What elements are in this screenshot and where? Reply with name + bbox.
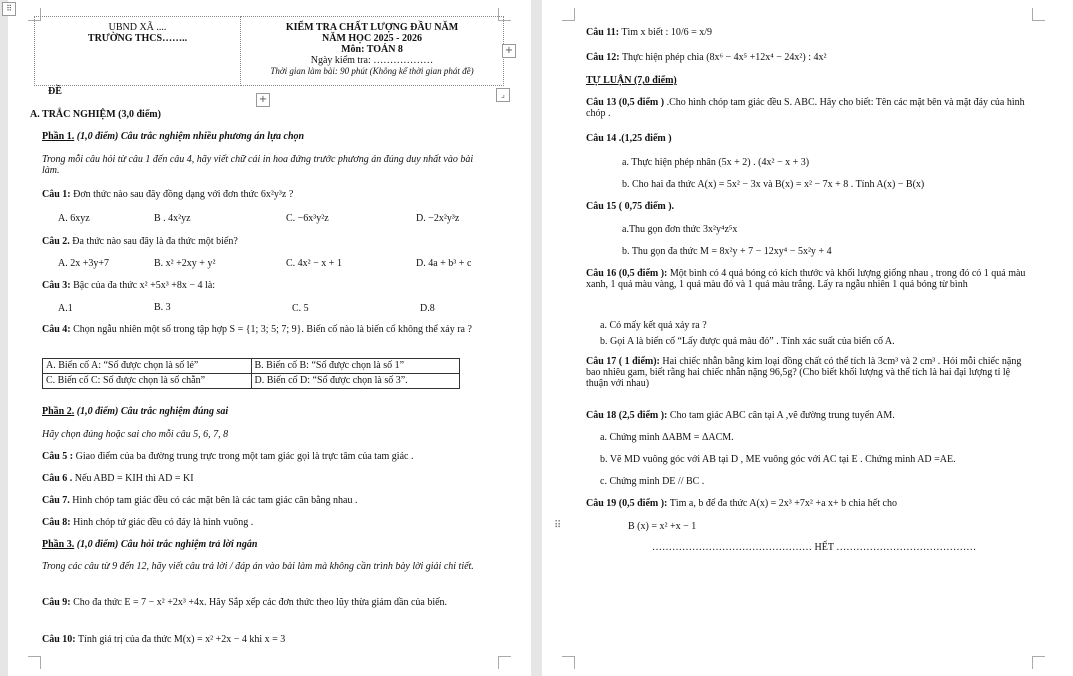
q3-option-c: C. 5 bbox=[292, 303, 309, 314]
duration: Thời gian làm bài: 90 phút (Không kể thời gian phát đề) bbox=[270, 66, 474, 76]
q10-text: Câu 10: Tính giá trị của đa thức M(x) = x² +2x − 4 khi x = 3 bbox=[42, 634, 286, 645]
q2-option-c: C. 4x² − x + 1 bbox=[286, 258, 342, 269]
corner-mark bbox=[562, 656, 575, 669]
header-right-cell bbox=[241, 17, 504, 86]
page-right bbox=[542, 0, 1073, 676]
q18-part-a: a. Chứng minh ΔABM = ΔACM. bbox=[600, 432, 734, 443]
move-handle-icon[interactable]: ⠿ bbox=[2, 2, 16, 16]
exam-header-table bbox=[34, 16, 504, 86]
part1-title: Phần 1. (1,0 điểm) Câu trắc nghiệm nhiều phương án lựa chọn bbox=[42, 131, 305, 142]
corner-mark bbox=[498, 656, 511, 669]
q17-text: Câu 17 ( 1 điểm): Hai chiếc nhẫn bằng kim loại đồng chất có thể tích là 3cm³ và 2 cm³ . Hỏi mỗi chiếc nặng bao nhiêu gam, biết rằng hai chiếc nhẫn nặng 96,5g? (Cho biết khối lượng và thể tích là hai đại lượng tỉ lệ thuận với nhau) bbox=[586, 356, 1022, 389]
corner-mark bbox=[28, 656, 41, 669]
q4-option-a: A. Biến cố A: “Số được chọn là số lẻ” bbox=[43, 359, 252, 374]
q18-part-b: b. Vẽ MD vuông góc với AB tại D , ME vuông góc với AC tại E . Chứng minh AD =AE. bbox=[600, 454, 956, 465]
q3-option-b: B. 3 bbox=[154, 302, 171, 313]
q4-option-c: C. Biến cố C: Số được chọn là số chẵn” bbox=[43, 374, 252, 389]
q15-part-a: a.Thu gọn đơn thức 3x²y⁴z⁵x bbox=[622, 224, 738, 235]
q2-option-b: B. x² +2xy + y² bbox=[154, 258, 216, 269]
drag-handle-icon[interactable]: ⠿ bbox=[554, 520, 562, 531]
page-left bbox=[8, 0, 531, 676]
corner-mark bbox=[562, 8, 575, 21]
tu-luan-title: TỰ LUẬN (7,0 điểm) bbox=[586, 75, 677, 86]
q4-options-table bbox=[42, 358, 460, 389]
q4-text: Câu 4: Chọn ngẫu nhiên một số trong tập hợp S = {1; 3; 5; 7; 9}. Biến cố nào là biến cố không thể xảy ra ? bbox=[42, 324, 472, 335]
q4-option-d: D. Biến cố D: “Số được chọn là số 3”. bbox=[251, 374, 460, 389]
corner-mark bbox=[1032, 8, 1045, 21]
school-year: NĂM HỌC 2025 - 2026 bbox=[322, 33, 422, 44]
q19-text: Câu 19 (0,5 điểm ): Tìm a, b để đa thức A(x) = 2x³ +7x² +a x+ b chia hết cho bbox=[586, 498, 897, 509]
q3-text: Câu 3: Bậc của đa thức x² +5x³ +8x − 4 là: bbox=[42, 280, 216, 291]
q18-text: Câu 18 (2,5 điểm ): Cho tam giác ABC cân tại A ,vẽ đường trung tuyến AM. bbox=[586, 410, 895, 421]
q1-option-d: D. −2x²y³z bbox=[416, 213, 460, 224]
q12-text: Câu 12: Thực hiện phép chia (8x⁶ − 4x⁵ +12x⁴ − 24x²) : 4x² bbox=[586, 52, 827, 63]
subject: Môn: TOÁN 8 bbox=[341, 44, 403, 55]
q16-part-b: b. Gọi A là biến cố “Lấy được quả màu đỏ” . Tính xác suất của biến cố A. bbox=[600, 336, 895, 347]
exam-date: Ngày kiểm tra: ……………… bbox=[310, 55, 434, 66]
q2-option-d: D. 4a + b³ + c bbox=[416, 258, 472, 269]
school-label: TRƯỜNG THCS…….. bbox=[87, 33, 188, 44]
q8-text: Câu 8: Hình chóp tứ giác đều có đáy là hình vuông . bbox=[42, 517, 254, 528]
q5-text: Câu 5 : Giao điểm của ba đường trung trực trong một tam giác gọi là trực tâm của tam giác . bbox=[42, 451, 414, 462]
q1-option-a: A. 6xyz bbox=[58, 213, 90, 224]
q16-text: Câu 16 (0,5 điểm ): Một bình có 4 quả bóng có kích thước và khối lượng giống nhau , trong đó có 1 quả màu xanh, 1 quả màu vàng, 1 quả màu đỏ và 1 quả màu trắng. Lấy ra ngẫu nhiên 1 quả bóng từ bình bbox=[586, 268, 1026, 290]
part3-title: Phần 3. (1,0 điểm) Câu hỏi trắc nghiệm trả lời ngắn bbox=[42, 539, 258, 550]
de-label: ĐỀ bbox=[48, 86, 62, 97]
q1-option-c: C. −6x³y²z bbox=[286, 213, 329, 224]
q6-text: Câu 6 . Nếu ABD = KIH thì AD = KI bbox=[42, 473, 194, 484]
q2-option-a: A. 2x +3y+7 bbox=[58, 258, 110, 269]
header-left-cell bbox=[35, 17, 241, 86]
q18-part-c: c. Chứng minh DE // BC . bbox=[600, 476, 705, 487]
part2-instruction: Hãy chọn đúng hoặc sai cho mỗi câu 5, 6, 7, 8 bbox=[42, 429, 229, 440]
q15-part-b: b. Thu gọn đa thức M = 8x²y + 7 − 12xy⁴ − 5x²y + 4 bbox=[622, 246, 832, 257]
q7-text: Câu 7. Hình chóp tam giác đều có các mặt bên là các tam giác cân bằng nhau . bbox=[42, 495, 358, 506]
q13-text: Câu 13 (0,5 điểm ) .Cho hình chóp tam giác đều S. ABC. Hãy cho biết: Tên các mặt bên và mặt đáy của hình chóp . bbox=[586, 97, 1025, 119]
part2-title: Phần 2. (1,0 điểm) Câu trắc nghiệm đúng sai bbox=[42, 406, 229, 417]
q14-label: Câu 14 .(1,25 điểm ) bbox=[586, 133, 672, 144]
q1-text: Câu 1: Đơn thức nào sau đây đồng dạng với đơn thức 6x²y³z ? bbox=[42, 189, 294, 200]
exam-title: KIỂM TRA CHẤT LƯỢNG ĐẦU NĂM bbox=[285, 22, 459, 33]
end-marker: ………………………………………… HẾT …………………………………… bbox=[652, 542, 977, 553]
q3-option-a: A.1 bbox=[58, 303, 73, 314]
corner-mark bbox=[1032, 656, 1045, 669]
part1-instruction: Trong mỗi câu hỏi từ câu 1 đến câu 4, hãy viết chữ cái in hoa đứng trước phương án đúng duy nhất vào bài làm. bbox=[42, 154, 474, 176]
ubnd-label: UBND XÃ .... bbox=[108, 22, 167, 33]
q15-label: Câu 15 ( 0,75 điểm ). bbox=[586, 201, 675, 212]
q14-part-b: b. Cho hai đa thức A(x) = 5x² − 3x và B(x) = x² − 7x + 8 . Tính A(x) − B(x) bbox=[622, 179, 925, 190]
add-column-icon[interactable]: + bbox=[502, 44, 516, 58]
part3-instruction: Trong các câu từ 9 đến 12, hãy viết câu trả lời / đáp án vào bài làm mà không cần trình bày lời giải chi tiết. bbox=[42, 561, 474, 572]
add-row-icon[interactable]: + bbox=[256, 93, 270, 107]
q9-text: Câu 9: Cho đa thức E = 7 − x² +2x³ +4x. Hãy Sắp xếp các đơn thức theo lũy thừa giảm dần của biến. bbox=[42, 597, 448, 608]
q4-option-b: B. Biến cố B: “Số được chọn là số 1” bbox=[251, 359, 460, 374]
q19-bx: B (x) = x² +x − 1 bbox=[628, 521, 697, 532]
q11-text: Câu 11: Tìm x biết : 10/6 = x/9 bbox=[586, 27, 713, 38]
q16-part-a: a. Có mấy kết quả xảy ra ? bbox=[600, 320, 707, 331]
q14-part-a: a. Thực hiện phép nhân (5x + 2) . (4x² − x + 3) bbox=[622, 157, 810, 168]
q1-option-b: B . 4x²yz bbox=[154, 213, 191, 224]
q3-option-d: D.8 bbox=[420, 303, 435, 314]
section-a-title: A. TRẮC NGHIỆM (3,0 điểm) bbox=[30, 109, 161, 120]
resize-table-icon[interactable]: ⌟ bbox=[496, 88, 510, 102]
q2-text: Câu 2. Đa thức nào sau đây là đa thức một biến? bbox=[42, 236, 238, 247]
